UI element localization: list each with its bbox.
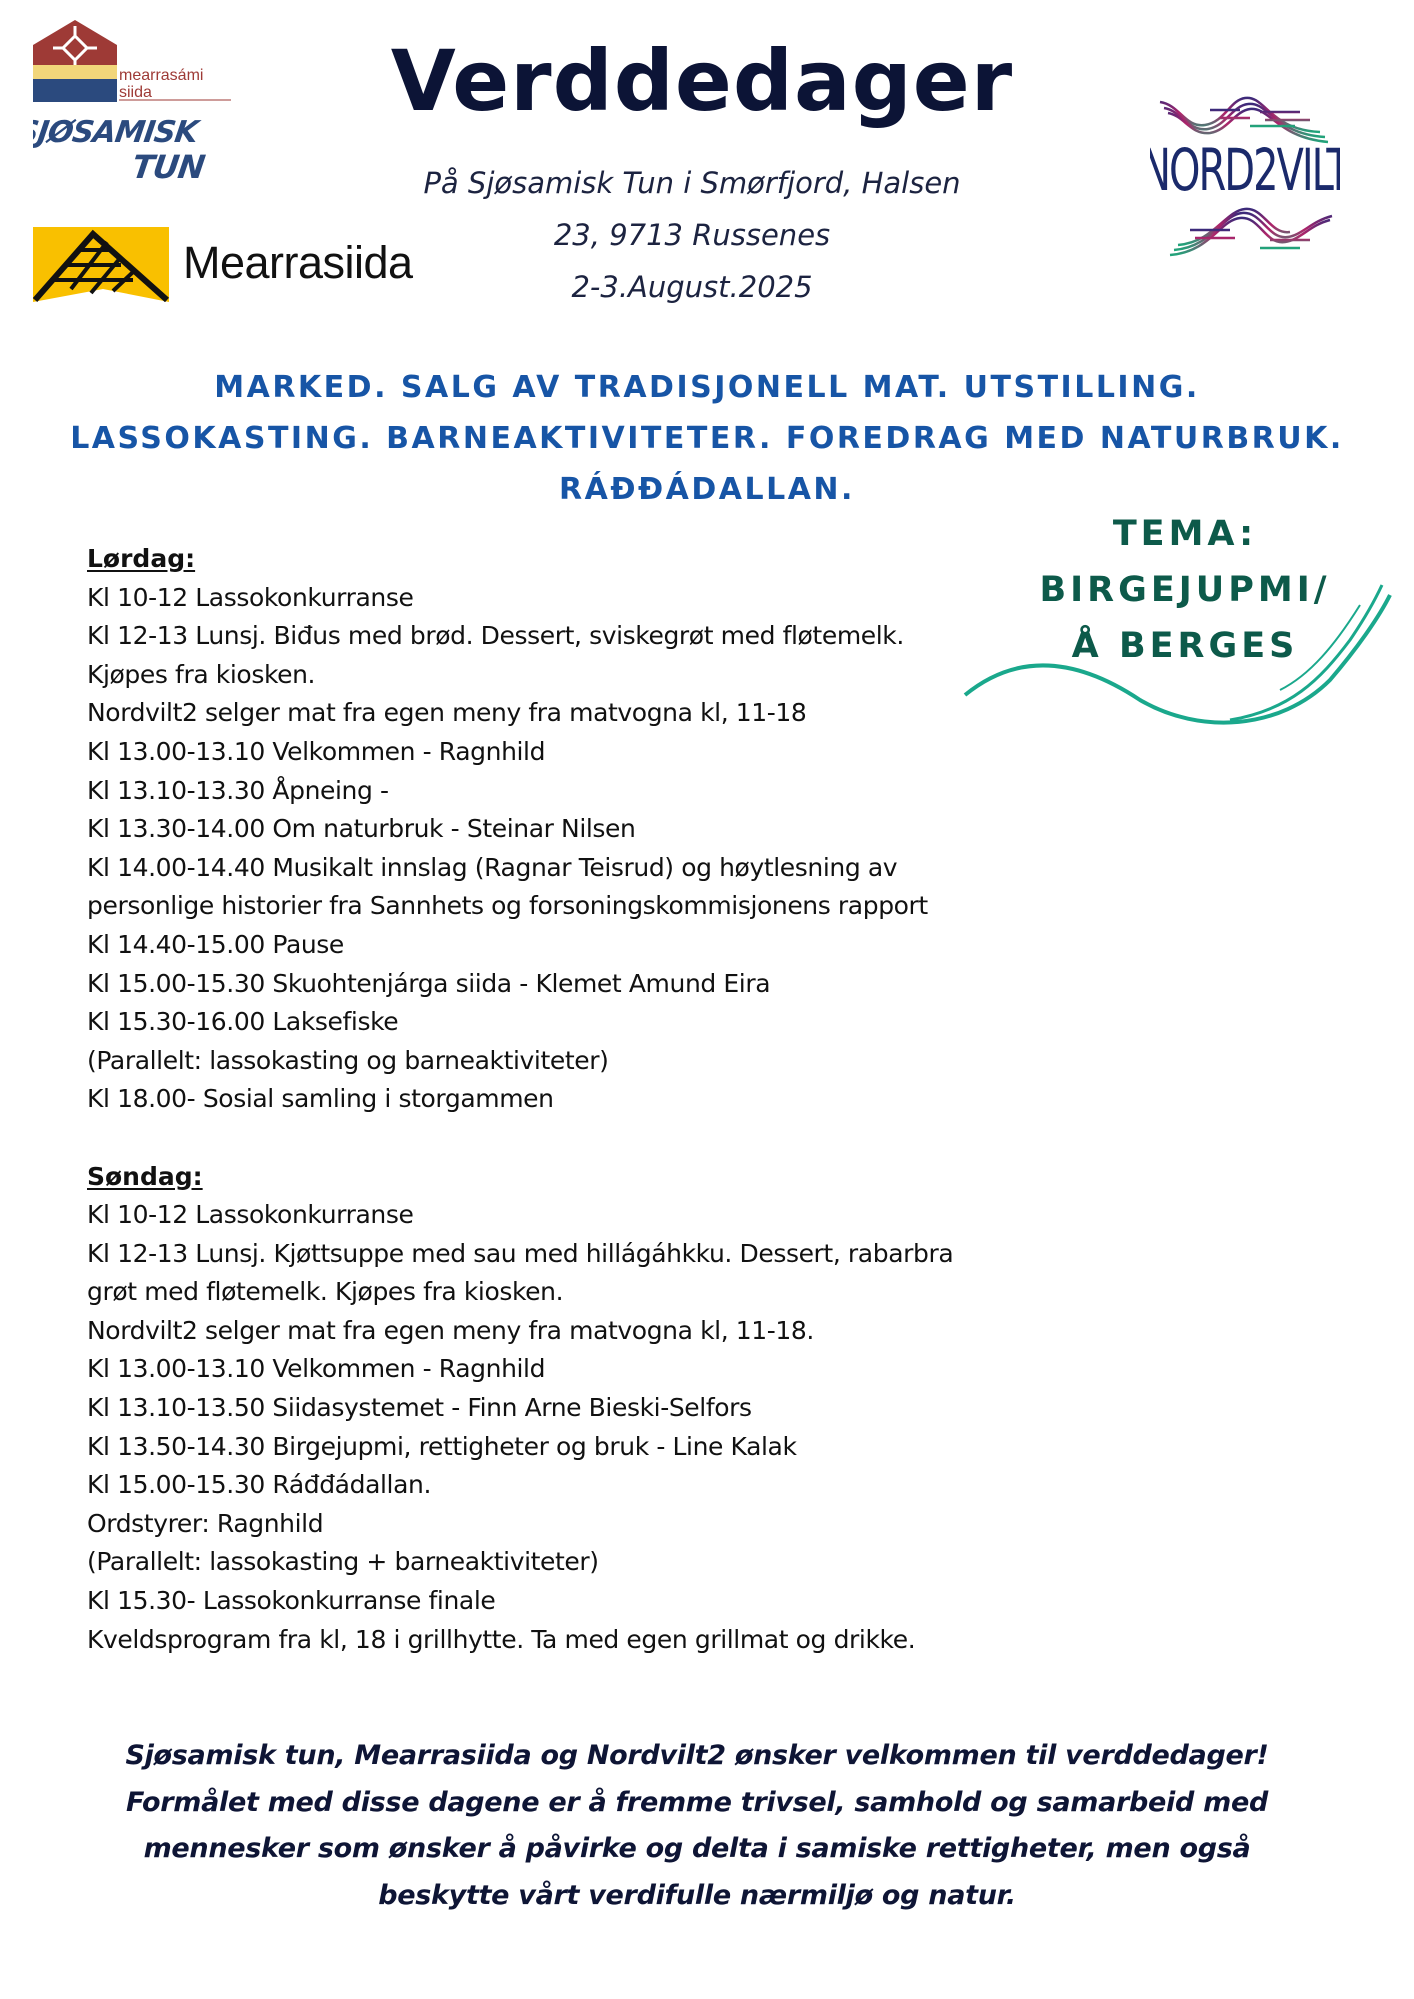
activities-line: RÁĐĐÁDALLAN. [559,472,855,507]
day-spacer [87,1119,1087,1158]
schedule-item: Kl 12-13 Lunsj. Kjøttsuppe med sau med hillágáhkku. Dessert, rabarbra [87,1238,954,1268]
schedule-item: Kl 15.00-15.30 Skuohtenjárga siida - Klemet Amund Eira [87,968,771,998]
location-line-2: 23, 9713 Russenes [553,218,831,252]
nordvilt-wordmark: NORD2VILT [1150,136,1340,205]
schedule-item: Nordvilt2 selger mat fra egen meny fra matvogna kl, 11-18 [87,698,807,728]
sunday-heading: Søndag: [87,1161,203,1191]
schedule-item: Kl 14.40-15.00 Pause [87,929,344,959]
schedule-item: Kl 10-12 Lassokonkurranse [87,1200,414,1230]
welcome-line: Formålet med disse dagene er å fremme trivsel, samhold og samarbeid med [125,1786,1269,1818]
sjosamisk-script-line1: SJØSAMISK [33,115,200,150]
schedule-item: personlige historier fra Sannhets og forsoningskommisjonens rapport [87,891,928,921]
schedule-item: Ordstyrer: Ragnhild [87,1508,324,1538]
welcome-line: mennesker som ønsker å påvirke og delta i samiske rettigheter, men også [143,1833,1251,1864]
welcome-line: beskytte vårt verdifulle nærmiljø og natur. [378,1879,1016,1911]
schedule-item: Kl 12-13 Lunsj. Biđus med brød. Dessert, sviskegrøt med fløtemelk. [87,621,904,651]
schedule-item: Kveldsprogram fra kl, 18 i grillhytte. Ta med egen grillmat og drikke. [87,1624,916,1654]
activities-line: MARKED. SALG AV TRADISJONELL MAT. UTSTILLING. [214,370,1200,405]
activities-line: LASSOKASTING. BARNEAKTIVITETER. FOREDRAG MED NATURBRUK. [70,421,1344,456]
theme-line: Å BERGES [1071,626,1299,666]
schedule-item: Kl 13.00-13.10 Velkommen - Ragnhild [87,1354,546,1384]
activities-banner [0,362,1414,515]
program-schedule [87,540,1087,1659]
welcome-line: Sjøsamisk tun, Mearrasiida og Nordvilt2 ønsker velkommen til verddedager! [125,1740,1269,1771]
schedule-item: (Parallelt: lassokasting + barneaktiviteter) [87,1547,599,1577]
schedule-item: Kl 13.10-13.50 Siidasystemet - Finn Arne Bieski-Selfors [87,1393,752,1423]
schedule-item: Kl 14.00-14.40 Musikalt innslag (Ragnar Teisrud) og høytlesning av [87,852,898,882]
welcome-message [60,1733,1334,1919]
schedule-item: Kl 13.00-13.10 Velkommen - Ragnhild [87,736,546,766]
theme-line: BIRGEJUPMI/ [1039,570,1331,610]
schedule-item: grøt med fløtemelk. Kjøpes fra kiosken. [87,1277,564,1307]
page-title: Verddedager [390,32,1014,130]
schedule-item: Kl 10-12 Lassokonkurranse [87,582,414,612]
schedule-item: Kjøpes fra kiosken. [87,659,316,689]
schedule-item: Kl 13.10-13.30 Åpneing - [87,775,389,805]
schedule-item: Kl 13.30-14.00 Om naturbruk - Steinar Nilsen [87,814,636,844]
schedule-item: Nordvilt2 selger mat fra egen meny fra matvogna kl, 11-18. [87,1315,814,1345]
schedule-item: Kl 15.30- Lassokonkurranse finale [87,1586,496,1616]
saturday-heading: Lørdag: [87,544,196,573]
sjosamisk-script-line2: TUN [129,148,207,185]
sjosamisk-small-text-1: mearrasámi [119,67,204,84]
schedule-item: Kl 18.00- Sosial samling i storgammen [87,1084,554,1114]
sjosamisk-small-text-2: siida [119,84,152,101]
event-date: 2-3.August.2025 [571,270,813,304]
theme-line: TEMA: [1112,514,1258,554]
schedule-item: Kl 13.50-14.30 Birgejupmi, rettigheter og bruk - Line Kalak [87,1431,797,1461]
mearrasiida-wordmark: Mearrasiida [183,237,413,288]
schedule-item: Kl 15.00-15.30 Ráđđádallan. [87,1470,431,1500]
schedule-item: Kl 15.30-16.00 Laksefiske [87,1007,399,1037]
schedule-item: (Parallelt: lassokasting og barneaktiviteter) [87,1045,609,1075]
location-line-1: På Sjøsamisk Tun i Smørfjord, Halsen [423,166,961,200]
